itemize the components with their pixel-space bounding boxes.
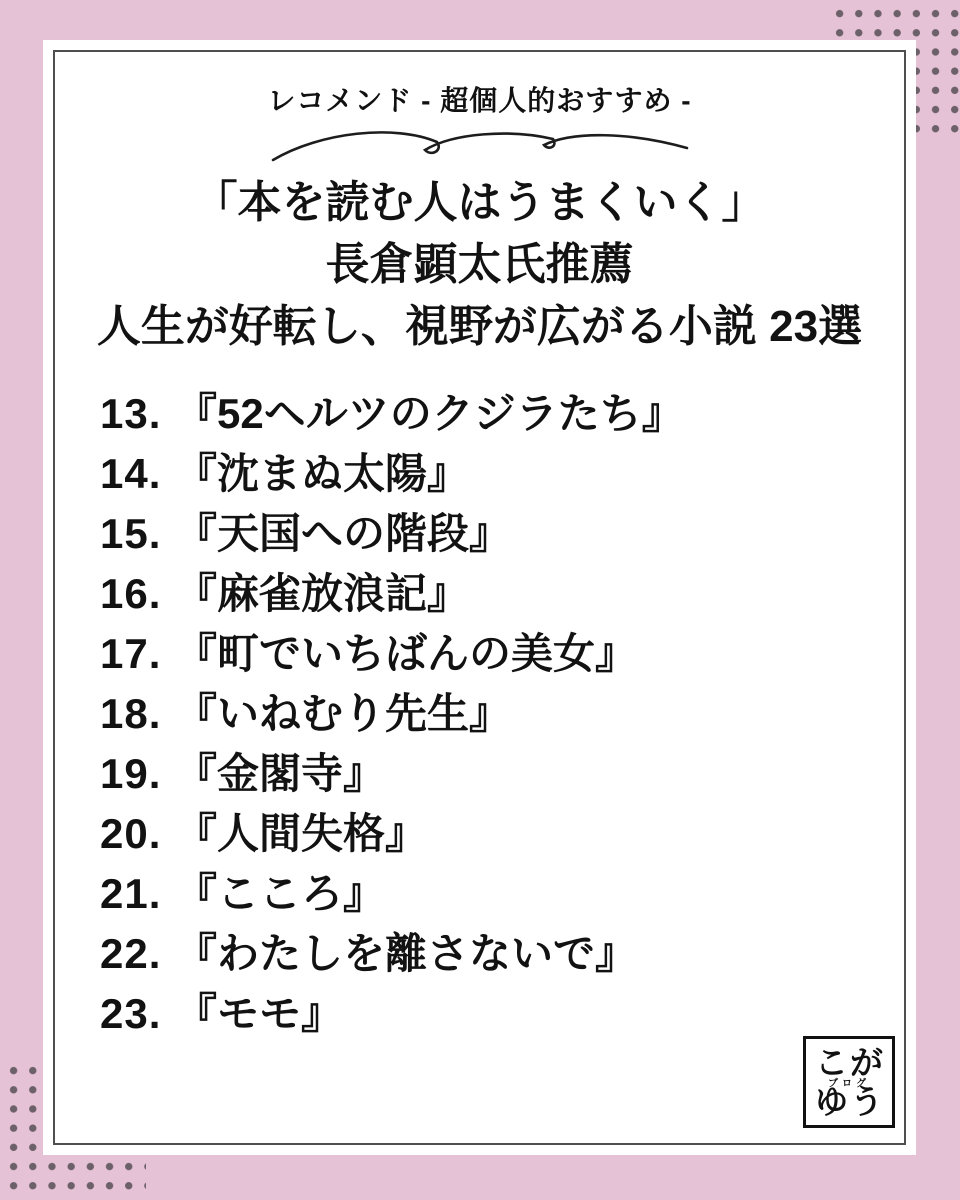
- list-item-title: 『モモ』: [175, 990, 344, 1037]
- book-list: [43, 384, 916, 1044]
- logo-char-u: う: [850, 1083, 883, 1120]
- list-item-title: 『人間失格』: [175, 810, 428, 857]
- list-item: [100, 924, 916, 984]
- list-item-title: 『52ヘルツのクジラたち』: [175, 390, 684, 437]
- logo-char-yu: ゆ: [815, 1083, 848, 1120]
- list-item-title: 『町でいちばんの美女』: [175, 630, 638, 677]
- list-item-number: 16.: [100, 570, 162, 617]
- recommendation-card: [43, 40, 916, 1155]
- list-item: [100, 684, 916, 744]
- list-item: [100, 864, 916, 924]
- list-item: [100, 564, 916, 624]
- list-item: [100, 384, 916, 444]
- list-item-number: 15.: [100, 510, 162, 557]
- list-item-number: 18.: [100, 690, 162, 737]
- kicker-label: レコメンド - 超個人的おすすめ -: [267, 85, 692, 116]
- list-item-title: 『わたしを離さないで』: [175, 930, 638, 977]
- list-item-title: 『麻雀放浪記』: [175, 570, 470, 617]
- title-line-1: 「本を読む人はうまくいく」: [193, 178, 766, 227]
- logo-char-ga: が: [850, 1044, 883, 1081]
- squiggle-underline-icon: [265, 120, 695, 166]
- list-item: [100, 804, 916, 864]
- list-item-title: 『天国への階段』: [175, 510, 512, 557]
- list-item-number: 14.: [100, 450, 162, 497]
- list-item-number: 19.: [100, 750, 162, 797]
- card-content: [43, 40, 916, 1155]
- list-item: [100, 744, 916, 804]
- title-line-2: 長倉顕太氏推薦: [325, 240, 634, 289]
- list-item-number: 17.: [100, 630, 162, 677]
- blog-logo: [803, 1036, 895, 1128]
- list-item-title: 『いねむり先生』: [175, 690, 512, 737]
- list-item-number: 13.: [100, 390, 162, 437]
- logo-char-ko: こ: [815, 1044, 848, 1081]
- list-item: [100, 984, 916, 1044]
- list-item-number: 23.: [100, 990, 162, 1037]
- title-block: [43, 172, 916, 358]
- list-item-number: 22.: [100, 930, 162, 977]
- list-item-number: 21.: [100, 870, 162, 917]
- list-item: [100, 624, 916, 684]
- logo-sub-label: ブログ: [828, 1078, 870, 1090]
- list-item-title: 『金閣寺』: [175, 750, 386, 797]
- title-line-3: 人生が好転し、視野が広がる小説 23選: [96, 302, 863, 351]
- list-item-title: 『沈まぬ太陽』: [175, 450, 470, 497]
- list-item: [100, 444, 916, 504]
- list-item-number: 20.: [100, 810, 162, 857]
- list-item-title: 『こころ』: [175, 870, 386, 917]
- list-item: [100, 504, 916, 564]
